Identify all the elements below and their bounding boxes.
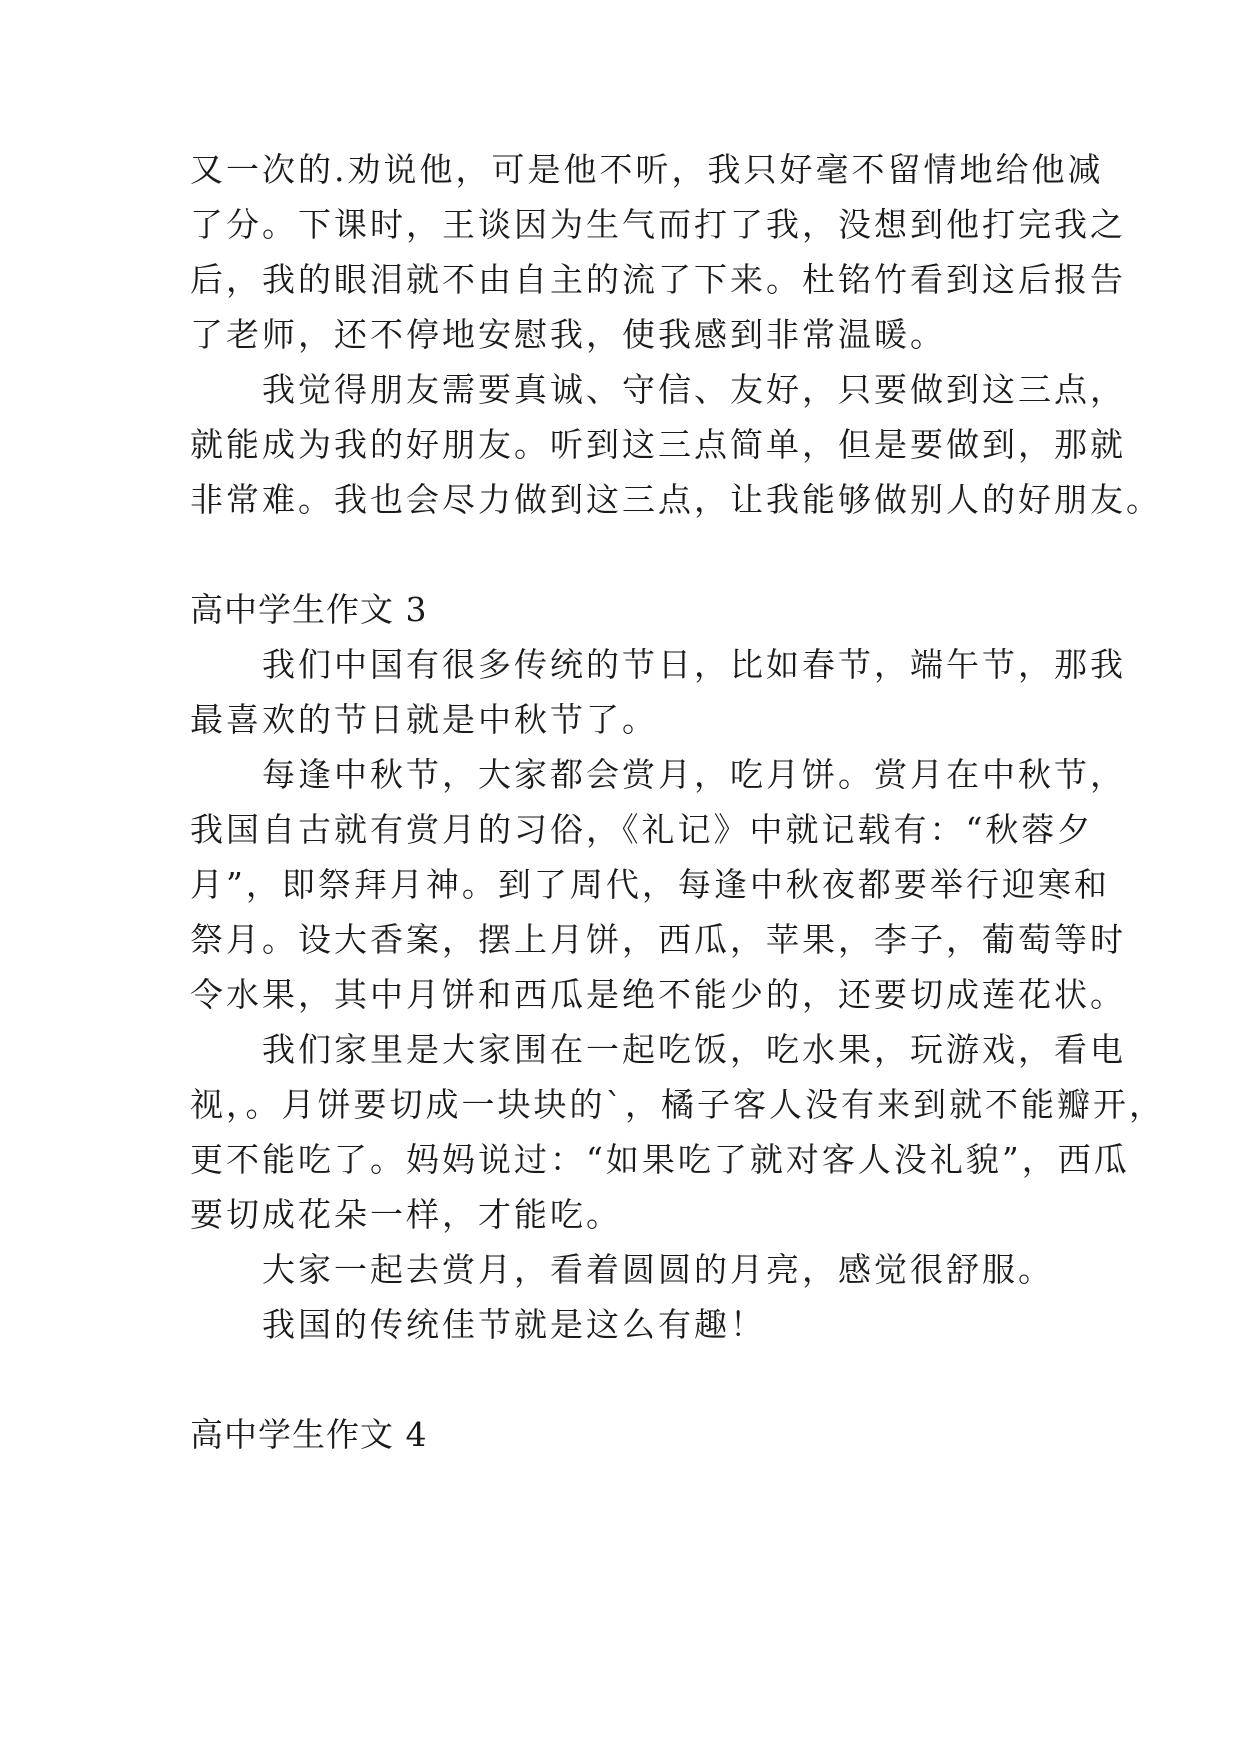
body-text-line: 了老师，还不停地安慰我，使我感到非常温暖。 bbox=[190, 315, 946, 354]
body-text-line: 后，我的眼泪就不由自主的流了下来。杜铭竹看到这后报告 bbox=[190, 260, 1126, 299]
body-text-line: 视，。月饼要切成一块块的`，橘子客人没有来到就不能瓣开， bbox=[190, 1085, 1165, 1124]
body-text-line: 每逢中秋节，大家都会赏月，吃月饼。赏月在中秋节， bbox=[190, 755, 1126, 794]
body-text-line: 更不能吃了。妈妈说过：“如果吃了就对客人没礼貌”，西瓜 bbox=[190, 1140, 1130, 1179]
body-text-line: 最喜欢的节日就是中秋节了。 bbox=[190, 700, 658, 739]
body-text-line: 祭月。设大香案，摆上月饼，西瓜，苹果，李子，葡萄等时 bbox=[190, 920, 1126, 959]
body-text-line: 令水果，其中月饼和西瓜是绝不能少的，还要切成莲花状。 bbox=[190, 975, 1126, 1014]
body-text-line: 月”，即祭拜月神。到了周代，每逢中秋夜都要举行迎寒和 bbox=[190, 865, 1110, 904]
body-text-line: 了分。下课时，王谈因为生气而打了我，没想到他打完我之 bbox=[190, 205, 1126, 244]
body-text-line: 我觉得朋友需要真诚、守信、友好，只要做到这三点， bbox=[190, 370, 1126, 409]
body-text-line: 我国的传统佳节就是这么有趣！ bbox=[190, 1305, 766, 1344]
body-text-line: 我国自古就有赏月的习俗，《礼记》中就记载有：“秋蓉夕 bbox=[190, 810, 1094, 849]
section-heading: 高中学生作文 4 bbox=[190, 1415, 428, 1454]
body-text-line: 又一次的.劝说他，可是他不听，我只好毫不留情地给他减 bbox=[190, 150, 1104, 189]
body-text-line: 要切成花朵一样，才能吃。 bbox=[190, 1195, 622, 1234]
body-text-line: 大家一起去赏月，看着圆圆的月亮，感觉很舒服。 bbox=[190, 1250, 1054, 1289]
body-text-line: 就能成为我的好朋友。听到这三点简单，但是要做到，那就 bbox=[190, 425, 1126, 464]
body-text-line: 我们中国有很多传统的节日，比如春节，端午节，那我 bbox=[190, 645, 1126, 684]
section-heading: 高中学生作文 3 bbox=[190, 590, 428, 629]
body-text-line: 非常难。我也会尽力做到这三点，让我能够做别人的好朋友。 bbox=[190, 480, 1162, 519]
body-text-line: 我们家里是大家围在一起吃饭，吃水果，玩游戏，看电 bbox=[190, 1030, 1126, 1069]
